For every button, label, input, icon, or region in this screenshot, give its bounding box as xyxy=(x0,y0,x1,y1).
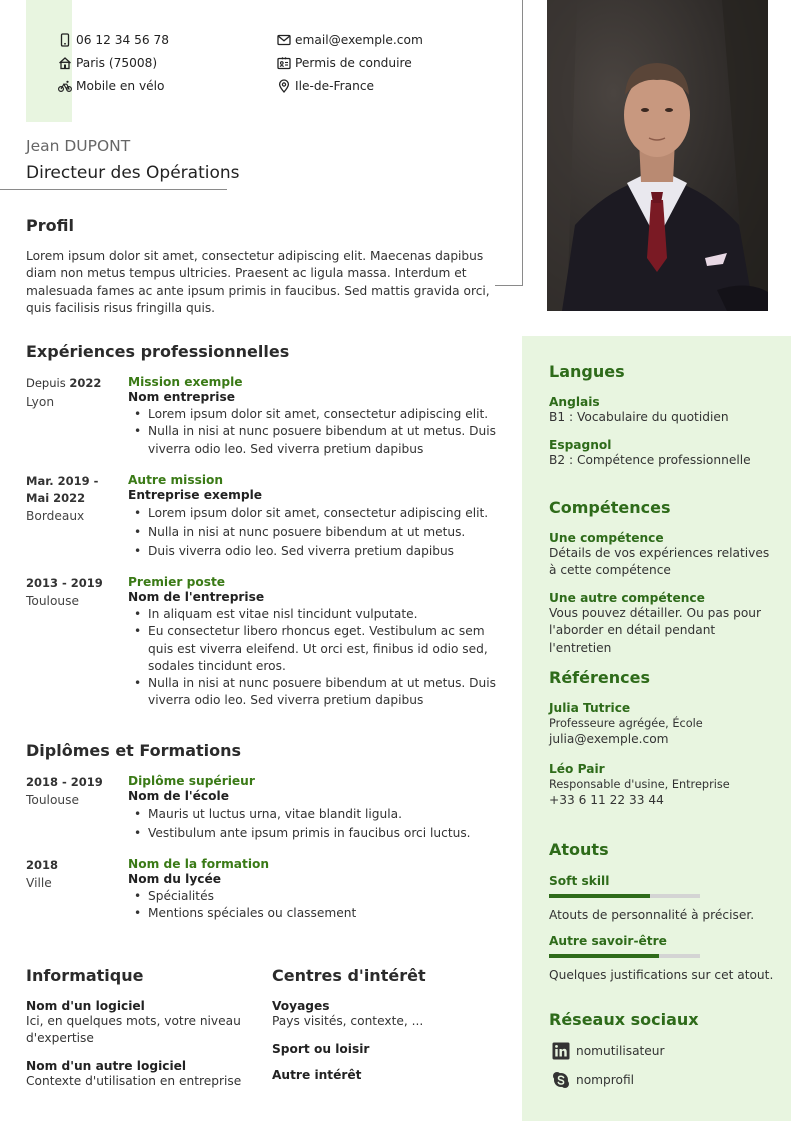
education-1-degree: Diplôme supérieur xyxy=(128,774,255,788)
experience-2-date: Mar. 2019 - Mai 2022 xyxy=(26,474,99,505)
education-2-body xyxy=(128,857,498,923)
profile-photo xyxy=(547,0,768,311)
skill-2-name: Une autre compétence xyxy=(549,591,705,605)
education-2-degree: Nom de la formation xyxy=(128,857,270,871)
social-heading: Réseaux sociaux xyxy=(549,1010,699,1029)
skill-2-desc: Vous pouvez détailler. Ou pas pour l'aborder en détail pendant l'entretien xyxy=(549,606,762,655)
phone-icon xyxy=(58,33,72,47)
license-text: Permis de conduire xyxy=(295,56,412,70)
social-linkedin[interactable] xyxy=(552,1042,665,1060)
address-text: Paris (75008) xyxy=(76,56,158,70)
list-item: • Vestibulum ante ipsum primis in faucibus orci luctus. xyxy=(128,824,498,843)
it-skill-2-desc: Contexte d'utilisation en entreprise xyxy=(26,1074,242,1088)
it-skill-2-name: Nom d'un autre logiciel xyxy=(26,1059,187,1073)
education-2-date: 2018 xyxy=(26,858,59,872)
asset-1 xyxy=(549,874,779,924)
education-1-body xyxy=(128,774,498,843)
social-skype[interactable] xyxy=(552,1071,634,1089)
experience-1-meta xyxy=(26,375,121,409)
contact-mobility xyxy=(58,78,165,94)
contact-license xyxy=(277,55,412,71)
interest-1 xyxy=(272,999,492,1030)
skill-1-desc: Détails de vos expériences relatives à cette compétence xyxy=(549,546,770,578)
education-1-school: Nom de l'école xyxy=(128,789,229,803)
list-item: • Spécialités xyxy=(128,888,498,905)
region-text: Ile-de-France xyxy=(295,79,375,93)
experience-1-location: Lyon xyxy=(26,395,55,409)
experience-3-company: Nom de l'entreprise xyxy=(128,590,265,604)
list-item: • Lorem ipsum dolor sit amet, consectetur adipiscing elit. xyxy=(128,504,498,523)
experience-3-role: Premier poste xyxy=(128,575,226,589)
experience-3-meta xyxy=(26,575,121,608)
experience-1-bullets xyxy=(128,406,498,458)
it-skills-heading: Informatique xyxy=(26,966,144,985)
list-item: • Nulla in nisi at nunc posuere bibendum at ut metus. Duis viverra odio leo. Sed viverra pretium dapibus xyxy=(128,675,498,710)
email-address[interactable]: email@exemple.com xyxy=(295,33,423,47)
interest-3-name: Autre intérêt xyxy=(272,1068,362,1082)
experience-3-date: 2013 - 2019 xyxy=(26,576,103,590)
education-2-bullets xyxy=(128,888,498,923)
skype-icon xyxy=(552,1071,570,1089)
asset-2-name: Autre savoir-être xyxy=(549,934,667,948)
profile-heading: Profil xyxy=(26,216,74,235)
list-item: • Eu consectetur libero rhoncus eget. Vestibulum ac sem quis est viverra eleifend. Ut orci est, finibus id odio sed, sodales tincidunt eros. xyxy=(128,623,498,675)
experience-1-role: Mission exemple xyxy=(128,375,243,389)
list-item: • Nulla in nisi at nunc posuere bibendum at ut metus. xyxy=(128,523,498,542)
interest-1-desc: Pays visités, contexte, ... xyxy=(272,1014,424,1028)
mail-icon xyxy=(277,33,291,47)
it-skill-1-name: Nom d'un logiciel xyxy=(26,999,145,1013)
reference-1-role: Professeure agrégée, École xyxy=(549,717,703,730)
language-2-level: B2 : Compétence professionnelle xyxy=(549,453,751,467)
frame-line-horizontal xyxy=(495,285,523,286)
experience-1-company: Nom entreprise xyxy=(128,390,235,404)
experience-1-date: Depuis 2022 xyxy=(26,376,102,390)
experience-heading: Expériences professionnelles xyxy=(26,342,290,361)
skill-2 xyxy=(549,591,774,657)
education-2-location: Ville xyxy=(26,876,52,890)
id-card-icon xyxy=(277,56,291,70)
contact-region xyxy=(277,78,374,94)
asset-2-desc: Quelques justifications sur cet atout. xyxy=(549,968,774,982)
education-2-meta xyxy=(26,857,121,890)
experience-3-body xyxy=(128,575,498,710)
skype-handle[interactable]: nomprofil xyxy=(576,1073,635,1087)
languages-heading: Langues xyxy=(549,362,625,381)
education-heading: Diplômes et Formations xyxy=(26,741,242,760)
mobility-text: Mobile en vélo xyxy=(76,79,165,93)
home-icon xyxy=(58,56,72,70)
asset-2-bar xyxy=(549,954,700,958)
phone-number[interactable]: 06 12 34 56 78 xyxy=(76,33,170,47)
contact-address xyxy=(58,55,157,71)
reference-2-name: Léo Pair xyxy=(549,762,605,776)
frame-line-vertical xyxy=(522,0,523,286)
list-item: • Lorem ipsum dolor sit amet, consectetur adipiscing elit. xyxy=(128,406,498,423)
experience-2-location: Bordeaux xyxy=(26,509,85,523)
asset-2 xyxy=(549,934,779,984)
profile-text: Lorem ipsum dolor sit amet, consectetur adipiscing elit. Maecenas dapibus diam non metus tempus ultricies. Praesent ac ligula massa. Interdum et malesuada fames ac ante ipsum primis in faucibus. Sed mattis gravida orci, quis facilisis risus fringilla quis. xyxy=(26,249,490,315)
contact-email xyxy=(277,32,423,48)
references-heading: Références xyxy=(549,668,650,687)
experience-2-company: Entreprise exemple xyxy=(128,488,263,502)
assets-heading: Atouts xyxy=(549,840,609,859)
reference-1-contact[interactable]: julia@exemple.com xyxy=(549,732,669,746)
language-2 xyxy=(549,438,779,469)
experience-2-bullets xyxy=(128,504,498,561)
education-2-school: Nom du lycée xyxy=(128,872,222,886)
experience-2-meta xyxy=(26,473,121,523)
reference-1 xyxy=(549,701,779,748)
linkedin-handle[interactable]: nomutilisateur xyxy=(576,1044,665,1058)
it-skill-1-desc: Ici, en quelques mots, votre niveau d'expertise xyxy=(26,1014,241,1046)
experience-1-body xyxy=(128,375,498,458)
interests-heading: Centres d'intérêt xyxy=(272,966,426,985)
language-1-name: Anglais xyxy=(549,395,600,409)
skill-1 xyxy=(549,531,774,580)
education-1-bullets xyxy=(128,805,498,843)
interest-2-name: Sport ou loisir xyxy=(272,1042,370,1056)
experience-2-body xyxy=(128,473,498,561)
linkedin-icon xyxy=(552,1042,570,1060)
list-item: • Mauris ut luctus urna, vitae blandit ligula. xyxy=(128,805,498,824)
reference-1-name: Julia Tutrice xyxy=(549,701,631,715)
list-item: • In aliquam est vitae nisl tincidunt vulputate. xyxy=(128,606,498,623)
asset-1-bar-fill xyxy=(549,894,650,898)
experience-3-bullets xyxy=(128,606,498,710)
contact-phone xyxy=(58,32,169,48)
asset-1-name: Soft skill xyxy=(549,874,610,888)
location-pin-icon xyxy=(277,79,291,93)
experience-3-location: Toulouse xyxy=(26,594,79,608)
language-2-name: Espagnol xyxy=(549,438,612,452)
interest-1-name: Voyages xyxy=(272,999,330,1013)
reference-2-contact[interactable]: +33 6 11 22 33 44 xyxy=(549,793,664,807)
it-skill-2 xyxy=(26,1059,246,1090)
asset-1-bar xyxy=(549,894,700,898)
list-item: • Duis viverra odio leo. Sed viverra pretium dapibus xyxy=(128,542,498,561)
education-1-location: Toulouse xyxy=(26,793,79,807)
language-1-level: B1 : Vocabulaire du quotidien xyxy=(549,410,729,424)
language-1 xyxy=(549,395,779,426)
skill-1-name: Une compétence xyxy=(549,531,664,545)
list-item: • Mentions spéciales ou classement xyxy=(128,905,498,922)
education-1-date: 2018 - 2019 xyxy=(26,775,103,789)
reference-2 xyxy=(549,762,779,809)
asset-1-desc: Atouts de personnalité à préciser. xyxy=(549,908,755,922)
job-title: Directeur des Opérations xyxy=(26,163,240,183)
name-underline xyxy=(0,189,227,190)
experience-2-role: Autre mission xyxy=(128,473,224,487)
reference-2-role: Responsable d'usine, Entreprise xyxy=(549,778,730,791)
skills-heading: Compétences xyxy=(549,498,671,517)
full-name: Jean DUPONT xyxy=(26,137,131,155)
education-1-meta xyxy=(26,774,121,807)
bicycle-icon xyxy=(58,79,72,93)
list-item: • Nulla in nisi at nunc posuere bibendum at ut metus. Duis viverra odio leo. Sed viverra pretium dapibus xyxy=(128,423,498,458)
asset-2-bar-fill xyxy=(549,954,659,958)
it-skill-1 xyxy=(26,999,246,1048)
